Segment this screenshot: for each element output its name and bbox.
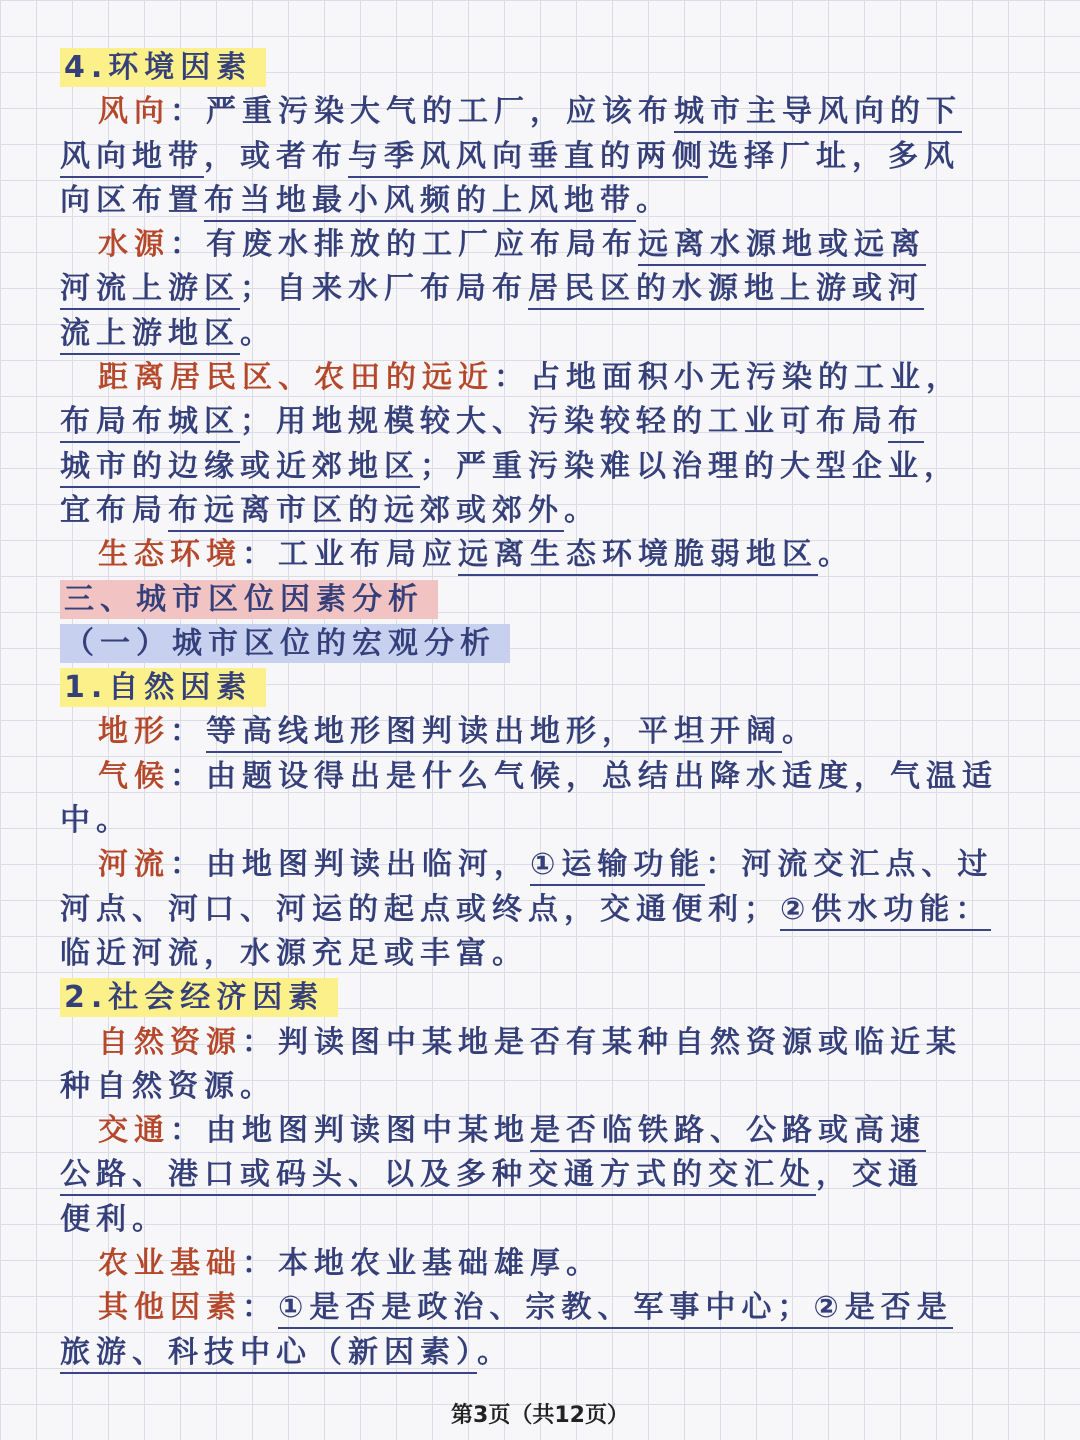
- wind-line-3: [60, 179, 1028, 223]
- page-number-footer: 第3页（共12页）: [451, 1403, 629, 1428]
- wind-text: ：严重污染大气的工厂，应该布: [170, 94, 674, 130]
- distance-underline: 布局布城区: [60, 404, 240, 443]
- other-text: 。: [477, 1334, 513, 1370]
- distance-line-2: [60, 400, 1028, 444]
- transport-underline: 公路、港口或码头、以及多种交通方式的交汇处: [60, 1157, 816, 1196]
- climate-line-1: [60, 755, 1028, 799]
- other-line-1: [60, 1286, 1028, 1330]
- climate-term: 气候: [98, 758, 170, 794]
- river-line-2: [60, 888, 1028, 932]
- wind-line-1: [60, 90, 1028, 134]
- eco-line-1: [60, 533, 1028, 577]
- water-text: ；自来水厂布局布: [240, 271, 528, 307]
- natural-heading: 1.自然因素: [60, 668, 266, 707]
- transport-text: ：由地图判读图中某地: [170, 1113, 530, 1149]
- agri-text: ：本地农业基础雄厚。: [242, 1246, 602, 1282]
- distance-line-3: [60, 445, 1028, 489]
- terrain-text: ：: [170, 714, 206, 750]
- distance-text: 宜布局: [60, 492, 168, 528]
- wind-line-2: [60, 135, 1028, 179]
- distance-text: ；用地规模较大、污染较轻的工业可布局: [240, 404, 888, 440]
- wind-text: ，或者布: [204, 138, 348, 174]
- eco-text: ：工业布局应: [242, 537, 458, 573]
- part3-heading-line: [60, 578, 1028, 622]
- distance-underline: 城市的边缘或近郊地区: [60, 449, 420, 488]
- climate-line-2: [60, 799, 1028, 843]
- macro-heading-line: [60, 622, 1028, 666]
- distance-text: ：占地面积小无污染的工业，: [494, 360, 962, 396]
- other-underline: 旅游、科技中心（新因素）: [60, 1335, 477, 1374]
- distance-underline: 布: [888, 404, 924, 443]
- other-line-2: [60, 1331, 1028, 1375]
- transport-line-2: [60, 1153, 1028, 1197]
- wind-text: 。: [636, 182, 672, 218]
- socio-heading-line: [60, 976, 1028, 1020]
- transport-text: 便利。: [60, 1201, 168, 1237]
- env-heading: 4.环境因素: [60, 48, 266, 87]
- resource-line-2: [60, 1065, 1028, 1109]
- river-line-3: [60, 932, 1028, 976]
- eco-underline: 远离生态环境脆弱地区: [458, 537, 818, 576]
- water-text: 。: [240, 315, 276, 351]
- transport-underline: 是否临铁路、公路或高速: [530, 1113, 926, 1152]
- water-text: ：有废水排放的工厂应布局布: [170, 227, 638, 263]
- agri-line-1: [60, 1242, 1028, 1286]
- wind-underline: 与季风风向垂直的两侧: [348, 139, 708, 178]
- resource-text: ：判读图中某地是否有某种自然资源或临近某: [242, 1024, 962, 1060]
- transport-line-1: [60, 1109, 1028, 1153]
- other-term: 其他因素: [98, 1290, 242, 1326]
- distance-underline: 布远离市区的远郊或郊外: [168, 493, 564, 532]
- distance-line-4: [60, 489, 1028, 533]
- socio-heading: 2.社会经济因素: [60, 978, 338, 1017]
- natural-heading-line: [60, 666, 1028, 710]
- distance-text: 。: [564, 492, 600, 528]
- river-text: ：河流交汇点、过: [705, 847, 994, 883]
- distance-term: 距离居民区、农田的远近: [98, 360, 494, 396]
- water-underline: 流上游地区: [60, 316, 240, 355]
- terrain-line-1: [60, 710, 1028, 754]
- river-term: 河流: [98, 847, 170, 883]
- wind-term: 风向: [98, 94, 170, 130]
- terrain-text: 。: [782, 714, 818, 750]
- water-line-2: [60, 267, 1028, 311]
- eco-term: 生态环境: [98, 537, 242, 573]
- wind-underline: 布当地最小风频的上风地带: [204, 183, 636, 222]
- resource-term: 自然资源: [98, 1024, 242, 1060]
- terrain-underline: 等高线地形图判读出地形，平坦开阔: [206, 714, 782, 753]
- water-underline: 远离水源地或远离: [638, 227, 926, 266]
- note-page: [60, 46, 1028, 1375]
- climate-text: 中。: [60, 803, 132, 839]
- transport-text: ，交通: [816, 1157, 924, 1193]
- agri-term: 农业基础: [98, 1246, 242, 1282]
- resource-text: 种自然资源。: [60, 1068, 276, 1104]
- other-text: ：: [242, 1290, 278, 1326]
- wind-underline: 风向地带: [60, 139, 204, 178]
- river-underline: ②供水功能：: [780, 892, 991, 931]
- other-underline: ①是否是政治、宗教、军事中心；②是否是: [278, 1290, 953, 1329]
- terrain-term: 地形: [98, 714, 170, 750]
- env-heading-line: [60, 46, 1028, 90]
- distance-line-1: [60, 356, 1028, 400]
- water-underline: 河流上游区: [60, 271, 240, 310]
- wind-text: 选择厂址，多风: [708, 138, 960, 174]
- wind-text: 向区布置: [60, 182, 204, 218]
- transport-term: 交通: [98, 1113, 170, 1149]
- water-line-3: [60, 312, 1028, 356]
- river-line-1: [60, 843, 1028, 887]
- river-text: 河点、河口、河运的起点或终点，交通便利；: [60, 891, 780, 927]
- water-line-1: [60, 223, 1028, 267]
- water-term: 水源: [98, 227, 170, 263]
- river-text: 临近河流，水源充足或丰富。: [60, 935, 528, 971]
- transport-line-3: [60, 1198, 1028, 1242]
- distance-text: ；严重污染难以治理的大型企业，: [420, 448, 960, 484]
- wind-underline: 城市主导风向的下: [674, 94, 962, 133]
- eco-text: 。: [818, 537, 854, 573]
- resource-line-1: [60, 1021, 1028, 1065]
- climate-text: ：由题设得出是什么气候，总结出降水适度，气温适: [170, 758, 998, 794]
- water-underline: 居民区的水源地上游或河: [528, 271, 924, 310]
- part3-heading: 三、城市区位因素分析: [60, 580, 438, 619]
- macro-heading: （一）城市区位的宏观分析: [60, 624, 510, 663]
- river-text: ：由地图判读出临河，: [170, 847, 530, 883]
- river-underline: ①运输功能: [530, 847, 705, 886]
